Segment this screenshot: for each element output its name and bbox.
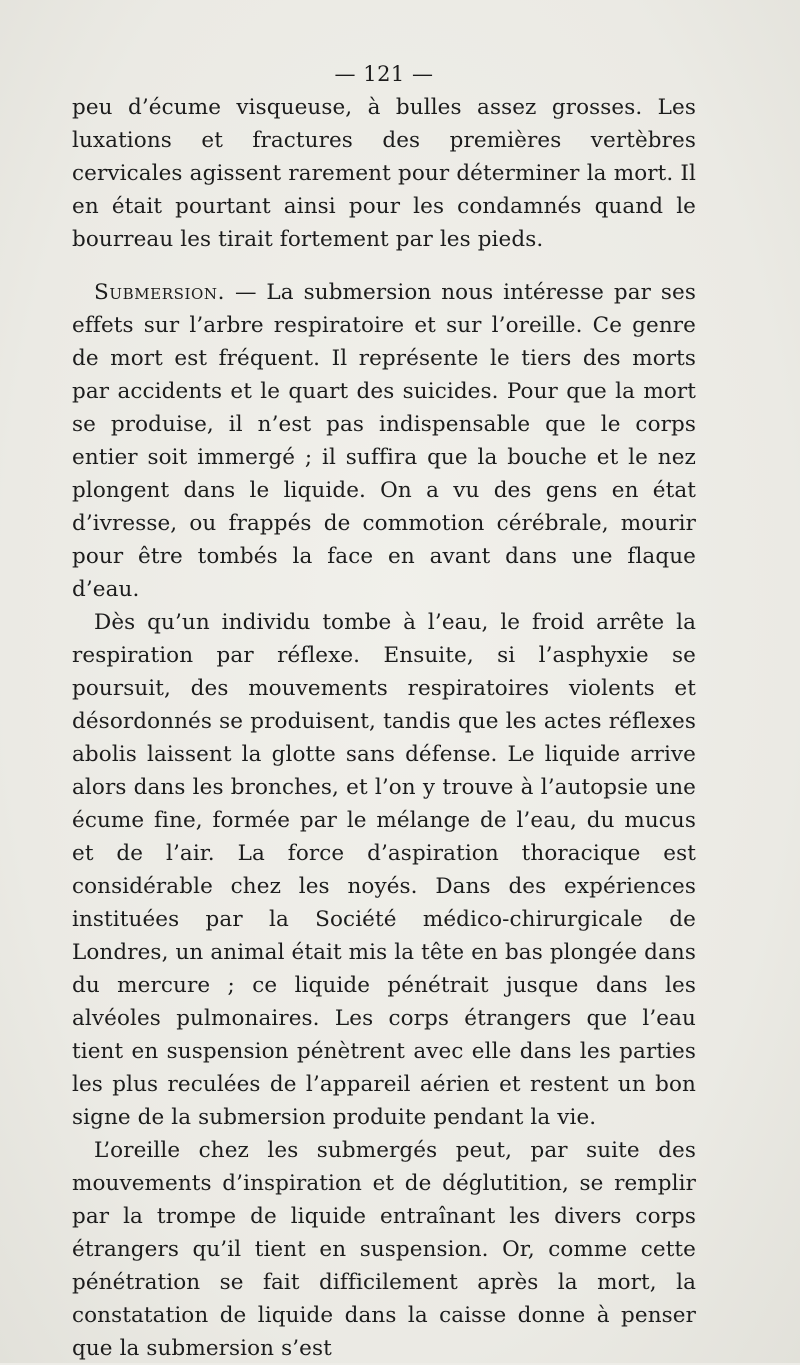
paragraph-luxations: peu d’écume visqueuse, à bulles assez grosses. Les luxations et fractures des premières vertèbres cervicales agissent rarement pour déterminer la mort. Il en était pourtant ainsi pour les condamnés quand le bourreau les tirait fortement par les pieds. (72, 95, 696, 252)
page-text (72, 58, 696, 1365)
paragraph-submersion-body: — La submersion nous intéresse par ses effets sur l’arbre respiratoire et sur l’oreille. Ce genre de mort est fréquent. Il représente le tiers des morts par accidents et le quart des suicides. Pour que la mort se produise, il n’est pas indispensable que le corps entier soit immergé ; il suffira que la bouche et le nez plongent dans le liquide. On a vu des gens en état d’ivresse, ou frappés de commotion cérébrale, mourir pour être tombés la face en avant dans une flaque d’eau. (72, 280, 696, 602)
paragraph-gap (72, 256, 696, 276)
paragraph-respiration: Dès qu’un individu tombe à l’eau, le froid arrête la respiration par réflexe. Ensuite, si l’asphyxie se poursuit, des mouvements respiratoires violents et désordonnés se produisent, tandis que les actes réflexes abolis laissent la glotte sans défense. Le liquide arrive alors dans les bronches, et l’on y trouve à l’autopsie une écume fine, formée par le mélange de l’eau, du mucus et de l’air. La force d’aspiration thoracique est considérable chez les noyés. Dans des expériences instituées par la Société médico-chirurgicale de Londres, un animal était mis la tête en bas plongée dans du mercure ; ce liquide pénétrait jusque dans les alvéoles pulmonaires. Les corps étrangers que l’eau tient en suspension pénètrent avec elle dans les parties les plus reculées de l’appareil aérien et restent un bon signe de la submersion produite pendant la vie. (72, 610, 696, 1130)
section-heading-submersion: Submersion. (94, 280, 226, 305)
paragraph-submersion (72, 276, 696, 606)
page-number: — 121 — (334, 62, 434, 86)
paragraph-oreille: L’oreille chez les submergés peut, par suite des mouvements d’inspiration et de déglutition, se remplir par la trompe de liquide entraînant les divers corps étrangers qu’il tient en suspension. Or, comme cette pénétration se fait difficilement après la mort, la constatation de liquide dans la caisse donne à penser que la submersion s’est (72, 1138, 696, 1361)
